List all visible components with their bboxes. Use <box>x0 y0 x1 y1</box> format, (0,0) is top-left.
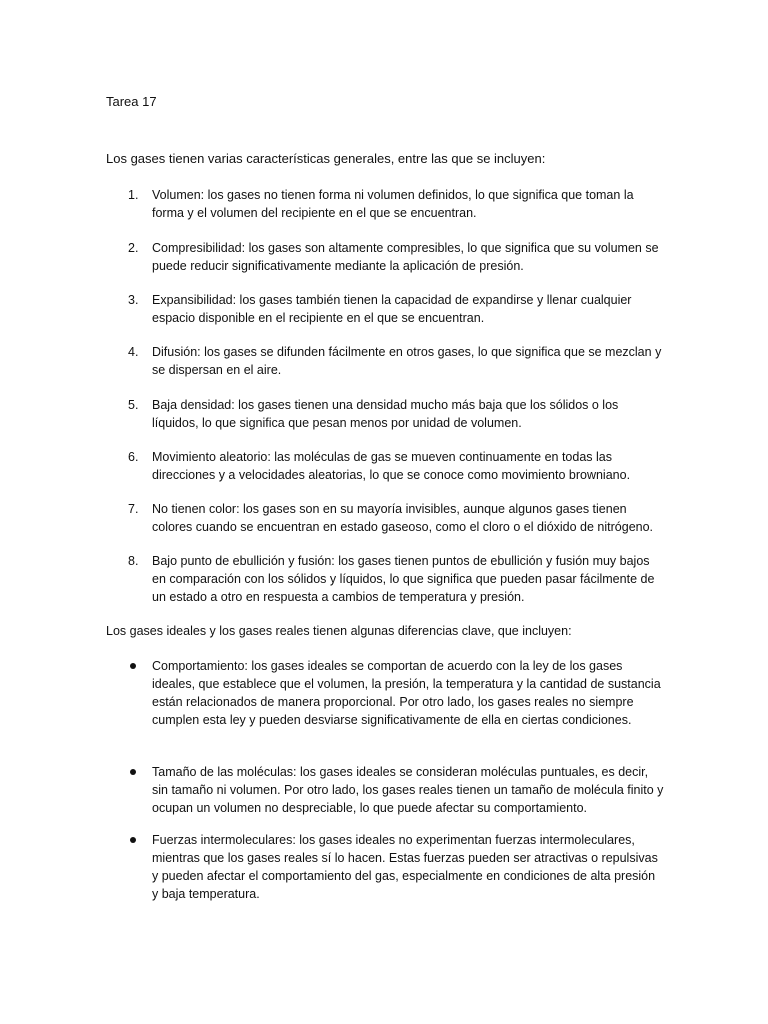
list-item-number: 3. <box>128 293 139 307</box>
list-item-text: Bajo punto de ebullición y fusión: los gases tienen puntos de ebullición y fusión muy bajos en comparación con los sólidos y líquidos, lo que significa que pueden pasar fácilmente de un estado a otro en respuesta a cambios de temperatura y presión. <box>152 554 655 604</box>
list-item-number: 2. <box>128 241 139 255</box>
list-item-number: 1. <box>128 188 139 202</box>
list-item-number: 6. <box>128 450 139 464</box>
list-item-text: Comportamiento: los gases ideales se comportan de acuerdo con la ley de los gases ideales, que establece que el volumen, la presión, la temperatura y la cantidad de sustancia están relacionados de manera proporcional. Por otro lado, los gases reales no siempre cumplen esta ley y pueden desviarse significativamente de ella en ciertas condiciones. <box>152 659 661 727</box>
list-item-number: 8. <box>128 554 139 568</box>
bullet-icon <box>130 663 136 669</box>
list-item-text: Fuerzas intermoleculares: los gases ideales no experimentan fuerzas intermoleculares, mientras que los gases reales sí lo hacen. Estas fuerzas pueden ser atractivas o repulsivas y pueden afectar el comportamiento del gas, especialmente en condiciones de alta presión y baja temperatura. <box>152 833 658 901</box>
list-item-text: Compresibilidad: los gases son altamente compresibles, lo que significa que su volumen se puede reducir significativamente mediante la aplicación de presión. <box>152 241 659 273</box>
differences-paragraph: Los gases ideales y los gases reales tienen algunas diferencias clave, que incluyen: <box>106 624 572 638</box>
list-item-text: Difusión: los gases se difunden fácilmente en otros gases, lo que significa que se mezclan y se dispersan en el aire. <box>152 345 662 377</box>
list-item-text: Baja densidad: los gases tienen una densidad mucho más baja que los sólidos o los líquidos, lo que significa que pesan menos por unidad de volumen. <box>152 398 619 430</box>
list-item-text: Volumen: los gases no tienen forma ni volumen definidos, lo que significa que toman la forma y el volumen del recipiente en el que se encuentran. <box>152 188 634 220</box>
list-item-text: Tamaño de las moléculas: los gases ideales se consideran moléculas puntuales, es decir, sin tamaño ni volumen. Por otro lado, los gases reales tienen un tamaño de molécula finito y ocupan un volumen no despreciable, lo que puede afectar su comportamiento. <box>152 765 664 815</box>
bullet-icon <box>130 769 136 775</box>
list-item-number: 5. <box>128 398 139 412</box>
list-item-text: Movimiento aleatorio: las moléculas de gas se mueven continuamente en todas las direcciones y a velocidades aleatorias, lo que se conoce como movimiento browniano. <box>152 450 631 482</box>
list-item-number: 4. <box>128 345 139 359</box>
intro-paragraph: Los gases tienen varias características generales, entre las que se incluyen: <box>106 151 546 166</box>
bullet-icon <box>130 837 136 843</box>
list-item-text: Expansibilidad: los gases también tienen la capacidad de expandirse y llenar cualquier espacio disponible en el recipiente en el que se encuentran. <box>152 293 632 325</box>
document-title: Tarea 17 <box>106 94 157 109</box>
list-item-number: 7. <box>128 502 139 516</box>
list-item-text: No tienen color: los gases son en su mayoría invisibles, aunque algunos gases tienen colores cuando se encuentran en estado gaseoso, como el cloro o el dióxido de nitrógeno. <box>152 502 654 534</box>
